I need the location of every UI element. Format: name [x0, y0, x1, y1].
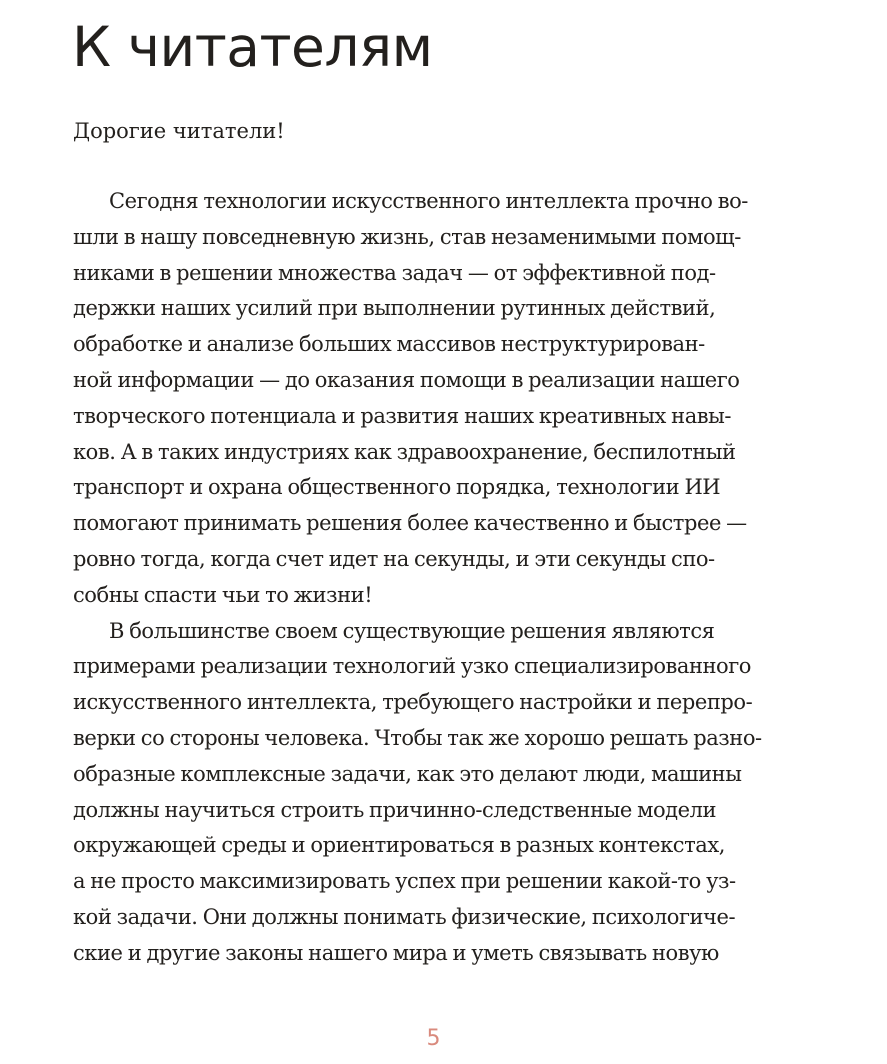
text-line: кой задачи. Они должны понимать физические, психологиче-: [73, 904, 736, 929]
greeting: Дорогие читатели!: [73, 119, 285, 143]
text-line: верки со стороны человека. Чтобы так же хорошо решать разно-: [73, 725, 762, 750]
body-text: [73, 184, 797, 972]
text-line: ские и другие законы нашего мира и уметь связывать новую: [73, 940, 719, 965]
text-line: образные комплексные задачи, как это делают люди, машины: [73, 761, 742, 786]
text-line: примерами реализации технологий узко специализированного: [73, 654, 751, 679]
text-line: ков. А в таких индустриях как здравоохранение, беспилотный: [73, 439, 736, 464]
text-line: окружающей среды и ориентироваться в разных контекстах,: [73, 833, 725, 858]
text-line: помогают принимать решения более качественно и быстрее —: [73, 511, 747, 536]
text-line: никами в решении множества задач — от эффективной под-: [73, 260, 716, 285]
text-line: обработке и анализе больших массивов неструктурирован-: [73, 332, 705, 357]
text-line: В большинстве своем существующие решения являются: [109, 618, 715, 643]
text-line: транспорт и охрана общественного порядка, технологии ИИ: [73, 475, 721, 500]
text-line: ной информации — до оказания помощи в реализации нашего: [73, 367, 740, 392]
page-number: 5: [426, 1026, 441, 1051]
page-title: К читателям: [72, 15, 433, 79]
text-line: должны научиться строить причинно-следственные модели: [73, 797, 717, 822]
text-line: а не просто максимизировать успех при решении какой-то уз-: [73, 869, 736, 894]
text-line: собны спасти чьи то жизни!: [73, 582, 373, 607]
text-line: искусственного интеллекта, требующего настройки и перепро-: [73, 690, 753, 715]
text-line: держки наших усилий при выполнении рутинных действий,: [73, 296, 716, 321]
text-line: ровно тогда, когда счет идет на секунды, и эти секунды спо-: [73, 546, 715, 571]
text-line: шли в нашу повседневную жизнь, став незаменимыми помощ-: [73, 224, 741, 249]
text-line: творческого потенциала и развития наших креативных навы-: [73, 403, 732, 428]
text-line: Сегодня технологии искусственного интеллекта прочно во-: [109, 189, 748, 213]
